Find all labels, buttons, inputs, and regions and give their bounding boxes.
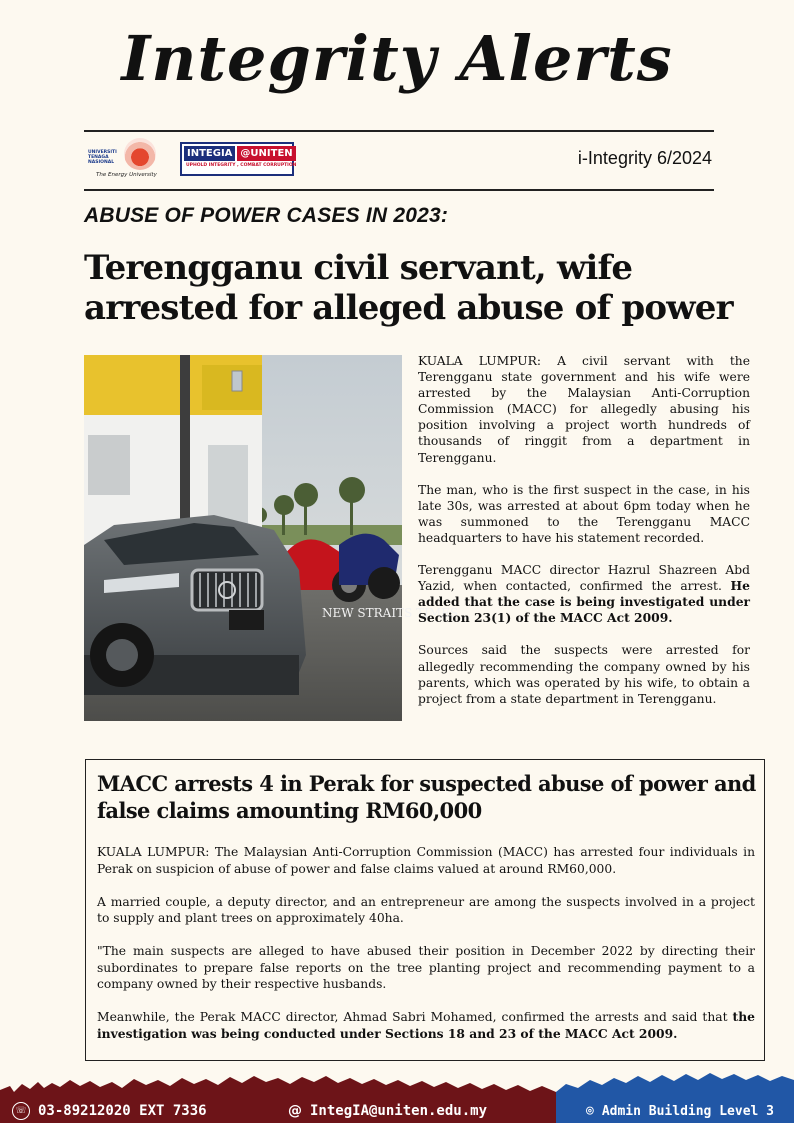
location-pin-icon: ⌾	[586, 1103, 594, 1119]
article1-body	[418, 353, 750, 723]
footer-email	[288, 1101, 487, 1121]
article2-paragraph	[97, 1009, 755, 1042]
article2-headline: MACC arrests 4 in Perak for suspected abuse of power and false claims amounting RM60,000	[97, 771, 756, 823]
article1-headline-line1: Terengganu civil servant, wife	[84, 248, 633, 288]
article1-paragraph: KUALA LUMPUR: A civil servant with the Terengganu state government and his wife were arrested by the Malaysian Anti-Corruption Commission (MACC) for allegedly abusing his position involving a project worth hundreds of thousands of ringgit from a department in Terengganu.	[418, 354, 750, 465]
masthead-title: Integrity Alerts	[121, 22, 673, 95]
article1-photo	[84, 355, 459, 721]
top-rule	[84, 130, 714, 132]
footer-email-text: IntegIA@uniten.edu.my	[310, 1103, 488, 1119]
article1-paragraph: Sources said the suspects were arrested for allegedly recommending the company owned by his parents, which was operated by his wife, to obtain a project from a state department in Terengganu.	[418, 643, 750, 706]
article2-p4-text: Meanwhile, the Perak MACC director, Ahmad Sabri Mohamed, confirmed the arrests and said that	[97, 1010, 733, 1024]
article2-box	[85, 759, 765, 1061]
footer-phone	[12, 1101, 207, 1121]
uniten-logo	[86, 136, 168, 182]
article1-paragraph	[418, 562, 750, 626]
article1-p3-text: Terengganu MACC director Hazrul Shazreen Abd Yazid, when contacted, confirmed the arrest.	[418, 563, 750, 594]
article2-paragraph: KUALA LUMPUR: The Malaysian Anti-Corruption Commission (MACC) has arrested four individuals in Perak on suspicion of abuse of power and false claims valued at around RM60,000.	[97, 845, 755, 876]
uniten-sun-icon	[124, 138, 156, 170]
phone-icon: ☏	[12, 1102, 30, 1120]
article1-paragraph: The man, who is the first suspect in the case, in his late 30s, was arrested at about 6pm today when he was summoned to the Terengganu MACC headquarters to have his statement recorded.	[418, 482, 750, 545]
footer-location	[586, 1101, 774, 1121]
uniten-logo-name: UNIVERSITI TENAGA NASIONAL	[88, 150, 117, 165]
issue-number: i-Integrity 6/2024	[577, 148, 712, 168]
integia-logo-left: INTEGIA	[184, 146, 235, 161]
section-heading: ABUSE OF POWER CASES IN 2023:	[84, 204, 449, 227]
article2-paragraph: A married couple, a deputy director, and an entrepreneur are among the suspects involved in a project to supply and plant trees on approximately 40ha.	[97, 894, 755, 925]
footer-location-text: Admin Building Level 3	[601, 1103, 774, 1119]
uniten-logo-tagline: The Energy University	[96, 172, 157, 178]
article1-headline	[84, 248, 744, 328]
logo-strip	[86, 136, 297, 182]
article2-body	[97, 844, 755, 1059]
integia-logo	[180, 142, 297, 176]
footer-phone-text: 03-89212020 EXT 7336	[38, 1103, 207, 1119]
integia-logo-slogan: UPHOLD INTEGRITY , COMBAT CORRUPTION	[186, 163, 297, 168]
article2-paragraph: "The main suspects are alleged to have abused their position in December 2022 by directing their subordinates to prepare false reports on the tree planting project and recommending payment to a company owned by their respective husbands.	[97, 944, 755, 991]
article1-p3-bold: He added that the case is being investigated under Section 23(1) of the MACC Act 2009.	[418, 578, 750, 626]
at-icon: @	[288, 1103, 302, 1119]
integia-logo-right: @UNITEN	[237, 146, 295, 161]
article1-headline-line2: arrested for alleged abuse of power	[84, 288, 733, 328]
bottom-rule	[84, 189, 714, 191]
car-photo-illustration	[84, 355, 459, 721]
photo-watermark: NEW STRAITS TIMES	[322, 606, 459, 620]
article2-p4-bold: the investigation was being conducted under Sections 18 and 23 of the MACC Act 2009.	[97, 1009, 755, 1041]
